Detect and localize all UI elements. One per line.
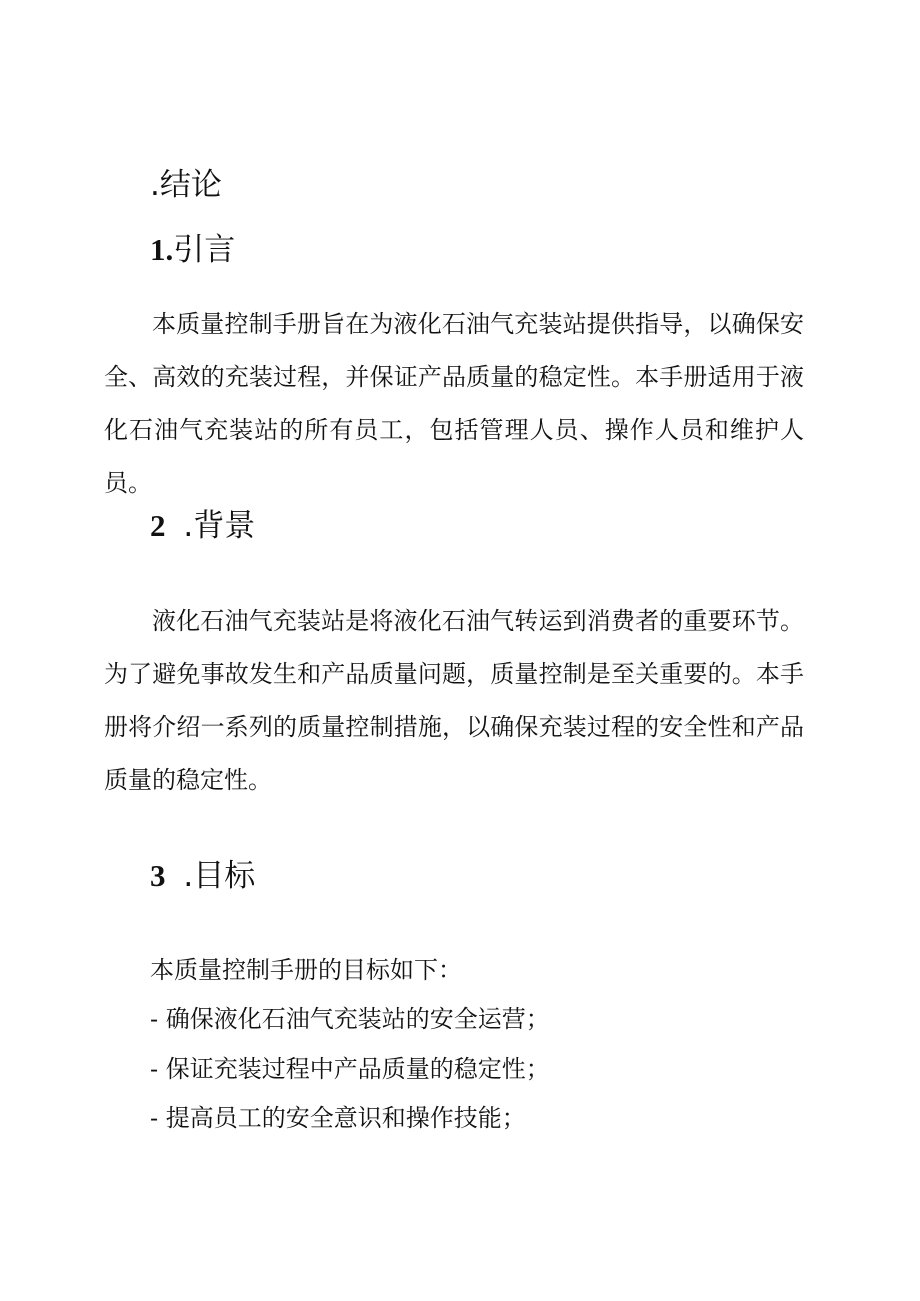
goals-intro: 本质量控制手册的目标如下：	[150, 956, 462, 984]
intro-heading-title: 引言	[173, 232, 236, 268]
intro-heading-number: 1.	[150, 232, 174, 267]
goal-item: - 保证充装过程中产品质量的稳定性；	[150, 1055, 550, 1083]
goal-item: - 提高员工的安全意识和操作技能；	[150, 1104, 526, 1132]
goal-item: - 确保液化石油气充装站的安全运营；	[150, 1005, 550, 1033]
goals-heading-title: .目标	[183, 858, 256, 894]
background-paragraph: 液化石油气充装站是将液化石油气转运到消费者的重要环节。为了避免事故发生和产品质量问题，质量控制是至关重要的。本手册将介绍一系列的质量控制措施，以确保充装过程的安全性和产品质量的稳定性。	[104, 607, 804, 794]
background-heading-number: 2	[150, 508, 166, 543]
goals-heading	[150, 856, 255, 896]
conclusion-heading: .结论	[150, 167, 222, 203]
background-heading-title: .背景	[183, 508, 256, 544]
intro-heading	[150, 230, 235, 270]
intro-paragraph: 本质量控制手册旨在为液化石油气充装站提供指导，以确保安全、高效的充装过程，并保证产品质量的稳定性。本手册适用于液化石油气充装站的所有员工，包括管理人员、操作人员和维护人员。	[104, 310, 804, 497]
goals-heading-number: 3	[150, 858, 166, 893]
background-heading	[150, 506, 255, 546]
